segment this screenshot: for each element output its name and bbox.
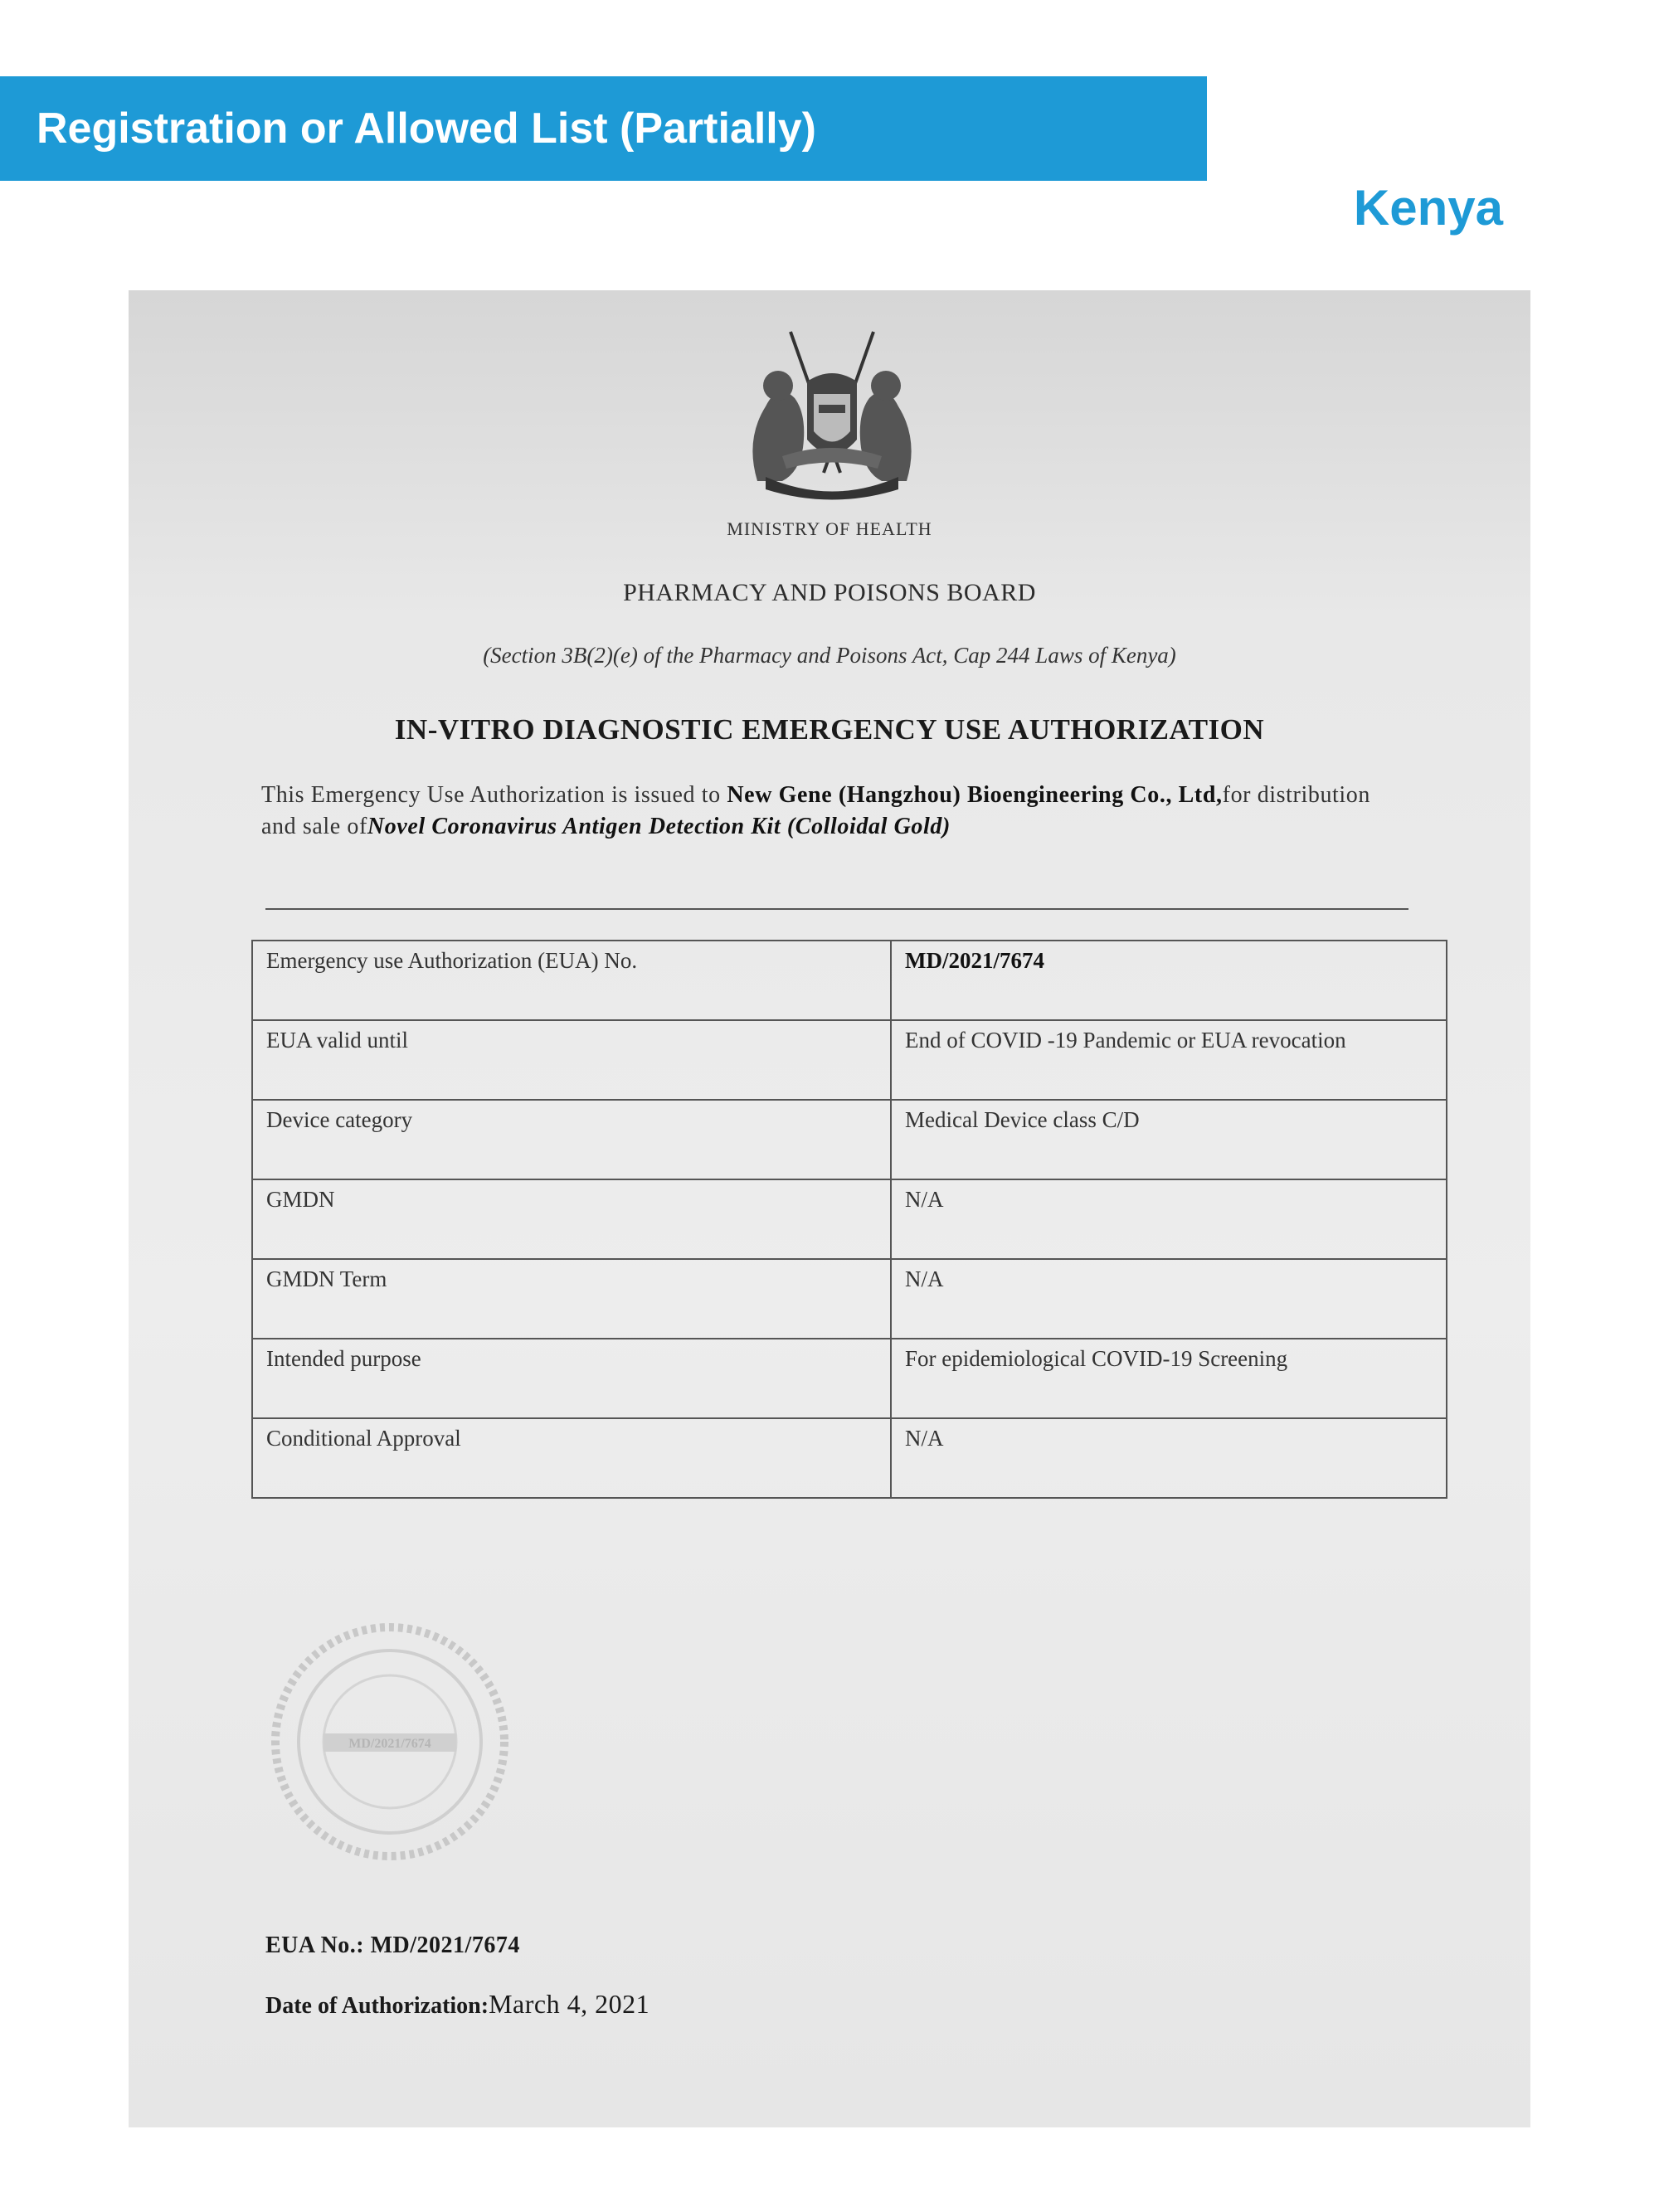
row-label: Emergency use Authorization (EUA) No. bbox=[252, 941, 891, 1020]
footer-date-label: Date of Authorization: bbox=[265, 1993, 489, 2019]
row-value: N/A bbox=[891, 1259, 1447, 1339]
footer-date-value: March 4, 2021 bbox=[489, 1989, 650, 2019]
table-row bbox=[252, 1418, 1447, 1498]
footer-eua-label: EUA No.: bbox=[265, 1932, 365, 1958]
footer-eua-value: MD/2021/7674 bbox=[370, 1932, 520, 1958]
row-value: Medical Device class C/D bbox=[891, 1100, 1447, 1179]
product-name: Novel Coronavirus Antigen Detection Kit (Colloidal Gold) bbox=[367, 814, 951, 839]
row-label: GMDN bbox=[252, 1179, 891, 1259]
title-banner bbox=[0, 76, 1207, 181]
banner-title: Registration or Allowed List (Partially) bbox=[36, 105, 816, 153]
country-label: Kenya bbox=[1353, 180, 1503, 236]
intro-lead: This Emergency Use Authorization is issued to bbox=[261, 782, 727, 808]
table-row bbox=[252, 1100, 1447, 1179]
row-value: For epidemiological COVID-19 Screening bbox=[891, 1339, 1447, 1418]
row-label: Intended purpose bbox=[252, 1339, 891, 1418]
eua-number-value: MD/2021/7674 bbox=[905, 948, 1044, 973]
certificate-document bbox=[129, 290, 1530, 2127]
row-value bbox=[891, 941, 1447, 1020]
official-seal-stamp bbox=[265, 1617, 514, 1866]
table-row bbox=[252, 941, 1447, 1020]
coat-of-arms-emblem bbox=[732, 315, 932, 506]
table-row bbox=[252, 1020, 1447, 1100]
table-row bbox=[252, 1339, 1447, 1418]
board-heading: PHARMACY AND POISONS BOARD bbox=[623, 579, 1036, 606]
table-row bbox=[252, 1259, 1447, 1339]
document-title: IN-VITRO DIAGNOSTIC EMERGENCY USE AUTHORIZATION bbox=[394, 713, 1265, 746]
authorization-statement bbox=[261, 780, 1410, 843]
table-row bbox=[252, 1179, 1447, 1259]
row-label: Conditional Approval bbox=[252, 1418, 891, 1498]
row-value: End of COVID -19 Pandemic or EUA revocation bbox=[891, 1020, 1447, 1100]
row-value: N/A bbox=[891, 1418, 1447, 1498]
footer-eua-number bbox=[265, 1932, 520, 1959]
row-label: Device category bbox=[252, 1100, 891, 1179]
intro-middle: for distribution and sale of bbox=[261, 782, 1371, 839]
svg-text:MD/2021/7674: MD/2021/7674 bbox=[348, 1737, 431, 1751]
company-name: New Gene (Hangzhou) Bioengineering Co., Ltd, bbox=[727, 782, 1223, 808]
divider bbox=[265, 908, 1408, 910]
row-value: N/A bbox=[891, 1179, 1447, 1259]
row-label: EUA valid until bbox=[252, 1020, 891, 1100]
footer-authorization-date bbox=[265, 1989, 649, 2020]
row-label: GMDN Term bbox=[252, 1259, 891, 1339]
legal-section-reference: (Section 3B(2)(e) of the Pharmacy and Poisons Act, Cap 244 Laws of Kenya) bbox=[483, 643, 1176, 668]
eua-details-table bbox=[251, 940, 1447, 1499]
ministry-heading: MINISTRY OF HEALTH bbox=[727, 518, 932, 539]
